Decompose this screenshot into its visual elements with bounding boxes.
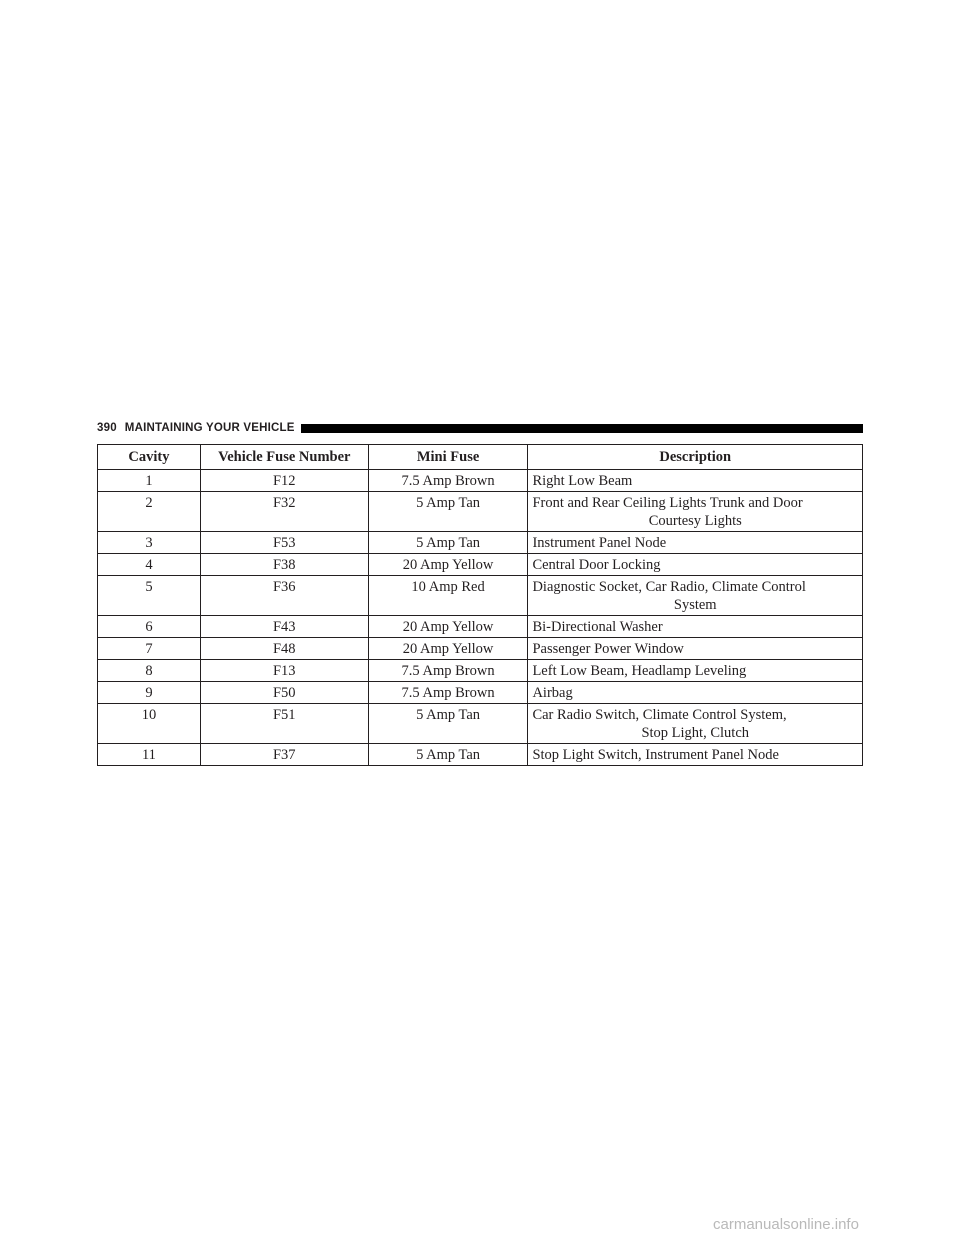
mini-fuse-cell: 5 Amp Tan xyxy=(368,744,528,766)
table-row xyxy=(98,638,863,660)
description-cell xyxy=(528,616,863,638)
table-row xyxy=(98,616,863,638)
mini-fuse-cell: 5 Amp Tan xyxy=(368,492,528,532)
mini-fuse-cell: 7.5 Amp Brown xyxy=(368,470,528,492)
table-header-row xyxy=(98,445,863,470)
mini-fuse-cell: 20 Amp Yellow xyxy=(368,616,528,638)
description-line-2: Stop Light, Clutch xyxy=(641,725,749,741)
mini-fuse-cell: 10 Amp Red xyxy=(368,576,528,616)
fuse-table xyxy=(97,444,863,766)
description-cell xyxy=(528,532,863,554)
table-row xyxy=(98,660,863,682)
mini-fuse-cell: 7.5 Amp Brown xyxy=(368,660,528,682)
description-line-2: System xyxy=(673,597,717,613)
watermark: carmanualsonline.info xyxy=(713,1216,859,1233)
description-line-1: Car Radio Switch, Climate Control System, xyxy=(532,707,787,723)
table-row xyxy=(98,554,863,576)
section-title: MAINTAINING YOUR VEHICLE xyxy=(124,422,295,434)
mini-fuse-cell: 20 Amp Yellow xyxy=(368,638,528,660)
cavity-cell: 1 xyxy=(98,470,201,492)
fuse-number-cell: F38 xyxy=(200,554,368,576)
cavity-cell: 11 xyxy=(98,744,201,766)
description-line-2: Courtesy Lights xyxy=(648,513,742,529)
cavity-cell: 7 xyxy=(98,638,201,660)
mini-fuse-cell: 5 Amp Tan xyxy=(368,532,528,554)
header-rule xyxy=(301,424,863,433)
description-line-1: Front and Rear Ceiling Lights Trunk and Door xyxy=(532,495,803,511)
fuse-number-cell: F48 xyxy=(200,638,368,660)
fuse-number-cell: F51 xyxy=(200,704,368,744)
table-row xyxy=(98,744,863,766)
description-line-1: Instrument Panel Node xyxy=(532,535,667,551)
table-row xyxy=(98,682,863,704)
fuse-number-cell: F36 xyxy=(200,576,368,616)
cavity-cell: 5 xyxy=(98,576,201,616)
fuse-number-cell: F37 xyxy=(200,744,368,766)
mini-fuse-cell: 5 Amp Tan xyxy=(368,704,528,744)
fuse-number-cell: F53 xyxy=(200,532,368,554)
description-cell xyxy=(528,470,863,492)
description-line-1: Airbag xyxy=(532,685,573,701)
cavity-cell: 3 xyxy=(98,532,201,554)
cavity-cell: 9 xyxy=(98,682,201,704)
description-line-1: Passenger Power Window xyxy=(532,641,684,657)
page-header xyxy=(97,420,863,436)
description-cell xyxy=(528,638,863,660)
description-line-1: Central Door Locking xyxy=(532,557,661,573)
column-header-mini-fuse: Mini Fuse xyxy=(368,445,528,470)
description-cell xyxy=(528,576,863,616)
description-cell xyxy=(528,492,863,532)
table-body xyxy=(98,470,863,766)
fuse-number-cell: F43 xyxy=(200,616,368,638)
mini-fuse-cell: 7.5 Amp Brown xyxy=(368,682,528,704)
description-cell xyxy=(528,660,863,682)
fuse-number-cell: F32 xyxy=(200,492,368,532)
description-line-1: Stop Light Switch, Instrument Panel Node xyxy=(532,747,779,763)
table-row xyxy=(98,470,863,492)
description-cell xyxy=(528,554,863,576)
description-line-1: Diagnostic Socket, Car Radio, Climate Control xyxy=(532,579,806,595)
description-line-1: Right Low Beam xyxy=(532,473,633,489)
cavity-cell: 8 xyxy=(98,660,201,682)
column-header-description: Description xyxy=(528,445,863,470)
column-header-vehicle-fuse-number: Vehicle Fuse Number xyxy=(200,445,368,470)
description-cell xyxy=(528,704,863,744)
cavity-cell: 10 xyxy=(98,704,201,744)
fuse-number-cell: F13 xyxy=(200,660,368,682)
description-line-1: Bi-Directional Washer xyxy=(532,619,663,635)
description-cell xyxy=(528,744,863,766)
table-row xyxy=(98,704,863,744)
description-line-1: Left Low Beam, Headlamp Leveling xyxy=(532,663,747,679)
description-cell xyxy=(528,682,863,704)
table-row xyxy=(98,532,863,554)
cavity-cell: 4 xyxy=(98,554,201,576)
fuse-number-cell: F50 xyxy=(200,682,368,704)
page-number: 390 xyxy=(97,422,117,434)
table-row xyxy=(98,576,863,616)
cavity-cell: 6 xyxy=(98,616,201,638)
mini-fuse-cell: 20 Amp Yellow xyxy=(368,554,528,576)
fuse-number-cell: F12 xyxy=(200,470,368,492)
table-row xyxy=(98,492,863,532)
cavity-cell: 2 xyxy=(98,492,201,532)
column-header-cavity: Cavity xyxy=(98,445,201,470)
